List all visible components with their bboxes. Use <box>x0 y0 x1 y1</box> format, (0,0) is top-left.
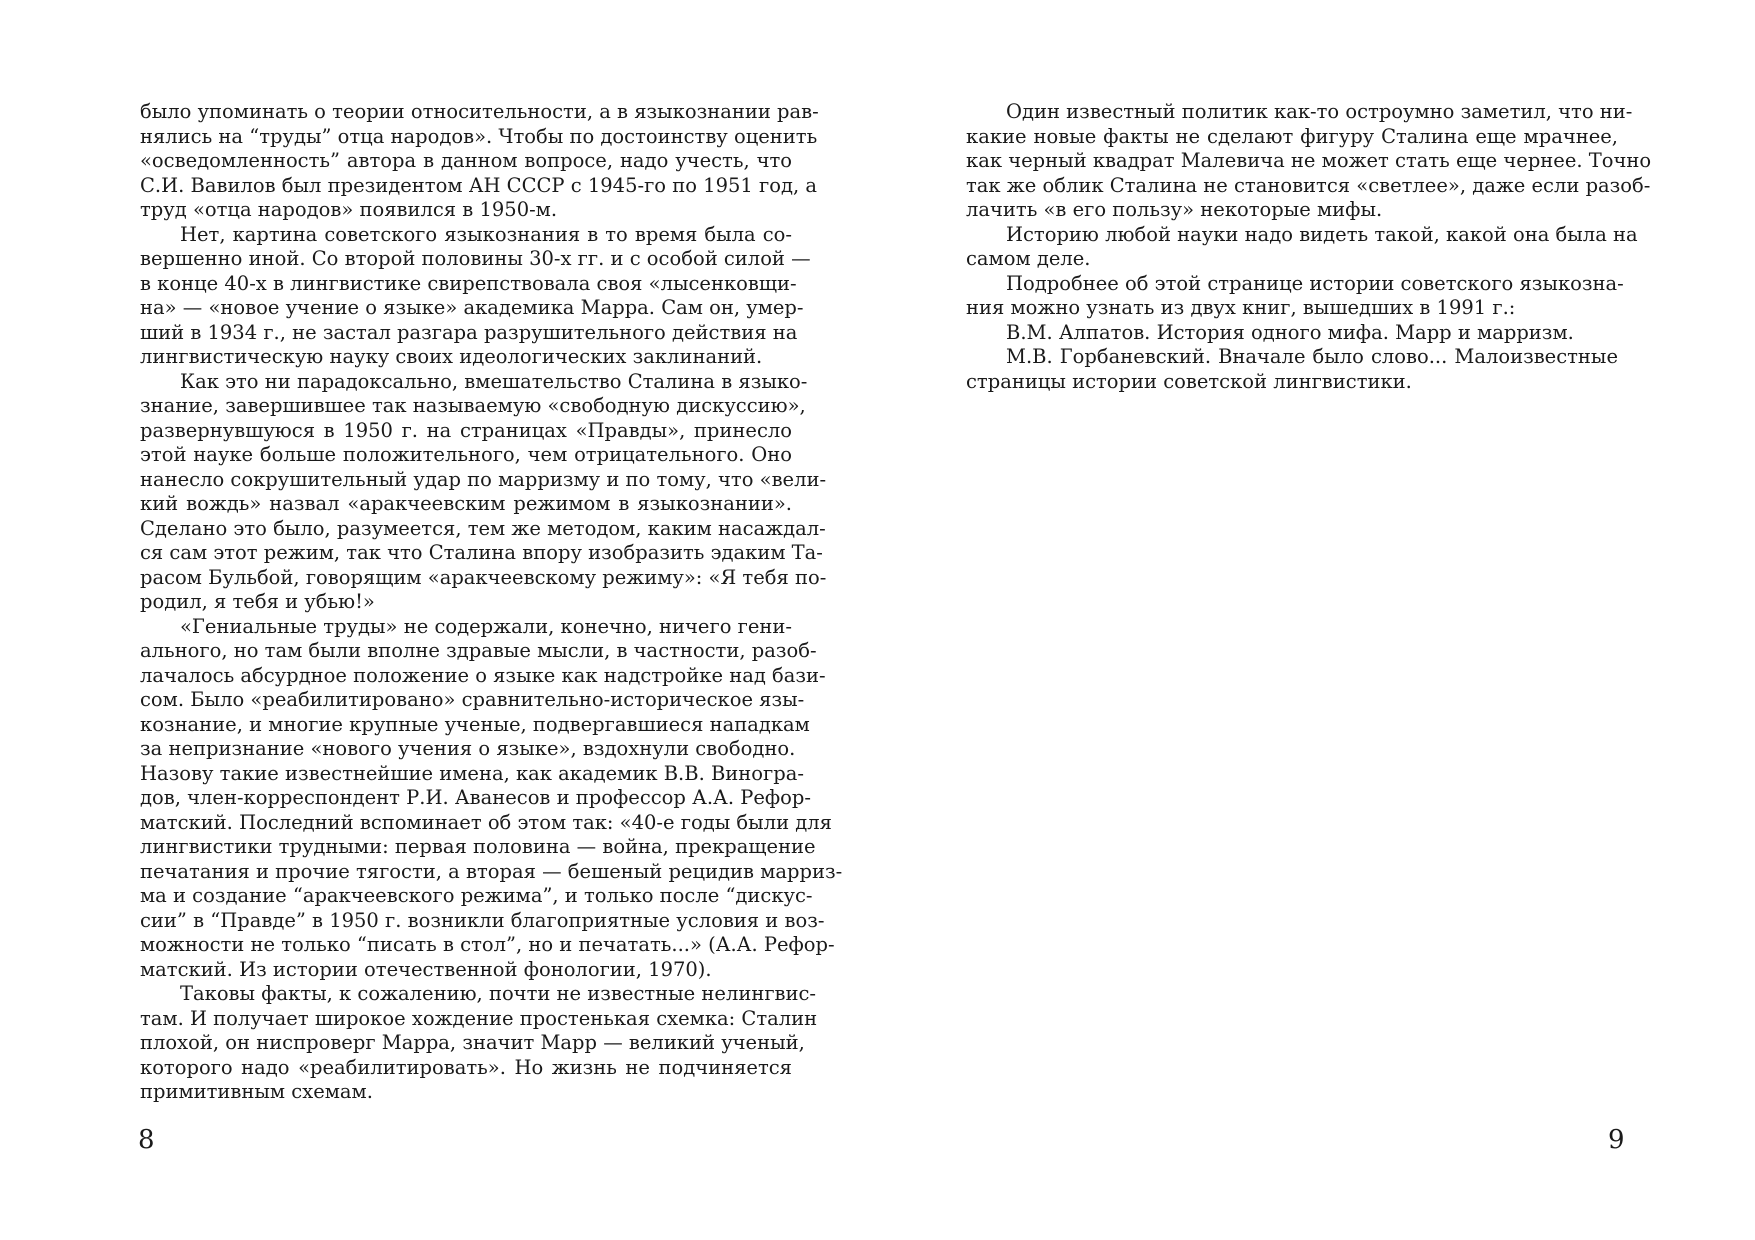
text-line: так же облик Сталина не становится «светлее», даже если разоб- <box>966 173 1651 197</box>
text-line: ального, но там были вполне здравые мысли, в частности, разоб- <box>140 639 817 662</box>
text-line: сии” в “Правде” в 1950 г. возникли благоприятные условия и воз- <box>140 908 825 932</box>
text-line: Сделано это было, разумеется, тем же методом, каким насаждал- <box>140 516 826 540</box>
text-line: нанесло сокрушительный удар по марризму и по тому, что «вели- <box>140 467 827 491</box>
text-line: за непризнание «нового учения о языке», вздохнули свободно. <box>140 737 796 760</box>
text-line: «Гениальные труды» не содержали, конечно, ничего гени- <box>180 614 792 638</box>
left-page <box>0 0 877 1240</box>
text-line: плохой, он ниспроверг Марра, значит Марр — великий ученый, <box>140 1031 805 1054</box>
text-line: Один известный политик как-то остроумно заметил, что ни- <box>1006 100 1633 123</box>
text-line: ния можно узнать из двух книг, вышедших в 1991 г.: <box>966 296 1516 319</box>
left-page-text <box>140 100 843 1105</box>
text-line: Историю любой науки надо видеть такой, какой она была на <box>1006 222 1638 246</box>
text-line: примитивным схемам. <box>140 1080 373 1103</box>
text-line: печатания и прочие тягости, а вторая — бешеный рецидив марриз- <box>140 859 843 883</box>
text-line: С.И. Вавилов был президентом АН СССР с 1945-го по 1951 год, а <box>140 173 817 197</box>
text-line: кознание, и многие крупные ученые, подвергавшиеся нападкам <box>140 712 810 736</box>
text-line: труд «отца народов» появился в 1950-м. <box>140 198 558 221</box>
text-line: страницы истории советской лингвистики. <box>966 369 1412 393</box>
text-line: М.В. Горбаневский. Вначале было слово... Малоизвестные <box>1006 345 1618 368</box>
text-line: кий вождь» назвал «аракчеевским режимом в языкознании». <box>140 492 792 515</box>
text-line: лачалось абсурдное положение о языке как надстройке над бази- <box>140 663 826 687</box>
text-line: В.М. Алпатов. История одного мифа. Марр и марризм. <box>1006 320 1574 344</box>
text-line: развернувшуюся в 1950 г. на страницах «Правды», принесло <box>140 418 792 442</box>
text-line: в конце 40-х в лингвистике свирепствовала своя «лысенковщи- <box>140 271 797 295</box>
text-line: Нет, картина советского языкознания в то время была со- <box>180 222 792 246</box>
text-line: Таковы факты, к сожалению, почти не известные нелингвис- <box>180 982 817 1005</box>
text-line: расом Бульбой, говорящим «аракчеевскому режиму»: «Я тебя по- <box>140 565 827 589</box>
page-number: 9 <box>1608 1125 1625 1155</box>
right-page <box>878 0 1755 1240</box>
text-line: можности не только “писать в стол”, но и печатать...» (А.А. Рефор- <box>140 933 835 956</box>
text-line: нялись на “труды” отца народов». Чтобы по достоинству оценить <box>140 124 818 148</box>
text-line: Подробнее об этой странице истории советского языкозна- <box>1006 271 1624 295</box>
text-line: вершенно иной. Со второй половины 30-х гг. и с особой силой — <box>140 247 811 270</box>
text-line: матский. Последний вспоминает об этом так: «40-е годы были для <box>140 810 832 834</box>
text-line: лингвистики трудными: первая половина — война, прекращение <box>140 835 816 858</box>
text-line: родил, я тебя и убью!» <box>140 590 375 613</box>
right-page-text <box>966 100 1652 394</box>
text-line: там. И получает широкое хождение простенькая схемка: Сталин <box>140 1006 818 1030</box>
text-line: как черный квадрат Малевича не может стать еще чернее. Точно <box>966 149 1652 172</box>
text-line: какие новые факты не сделают фигуру Сталина еще мрачнее, <box>966 124 1618 148</box>
text-line: сом. Было «реабилитировано» сравнительно-историческое язы- <box>140 688 805 711</box>
page-number: 8 <box>138 1125 155 1155</box>
text-line: матский. Из истории отечественной фонологии, 1970). <box>140 957 712 981</box>
text-line: лингвистическую науку своих идеологических заклинаний. <box>140 345 763 368</box>
text-line: самом деле. <box>966 247 1091 270</box>
text-line: этой науке больше положительного, чем отрицательного. Оно <box>140 443 792 466</box>
text-line: знание, завершившее так называемую «свободную дискуссию», <box>140 394 806 417</box>
text-line: на» — «новое учение о языке» академика Марра. Сам он, умер- <box>140 296 804 319</box>
text-line: ший в 1934 г., не застал разгара разрушительного действия на <box>140 320 798 344</box>
text-line: дов, член-корреспондент Р.И. Аванесов и профессор А.А. Рефор- <box>140 786 811 809</box>
text-line: которого надо «реабилитировать». Но жизнь не подчиняется <box>140 1055 792 1079</box>
text-line: ся сам этот режим, так что Сталина впору изобразить эдаким Та- <box>140 541 823 564</box>
text-line: Как это ни парадоксально, вмешательство Сталина в языко- <box>180 369 808 393</box>
text-line: ма и создание “аракчеевского режима”, и только после “дискус- <box>140 884 813 907</box>
text-line: Назову такие известнейшие имена, как академик В.В. Виногра- <box>140 761 804 785</box>
text-line: «осведомленность” автора в данном вопросе, надо учесть, что <box>140 149 792 172</box>
text-line: лачить «в его пользу» некоторые мифы. <box>966 198 1383 221</box>
text-line: было упоминать о теории относительности, а в языкознании рав- <box>140 100 819 123</box>
